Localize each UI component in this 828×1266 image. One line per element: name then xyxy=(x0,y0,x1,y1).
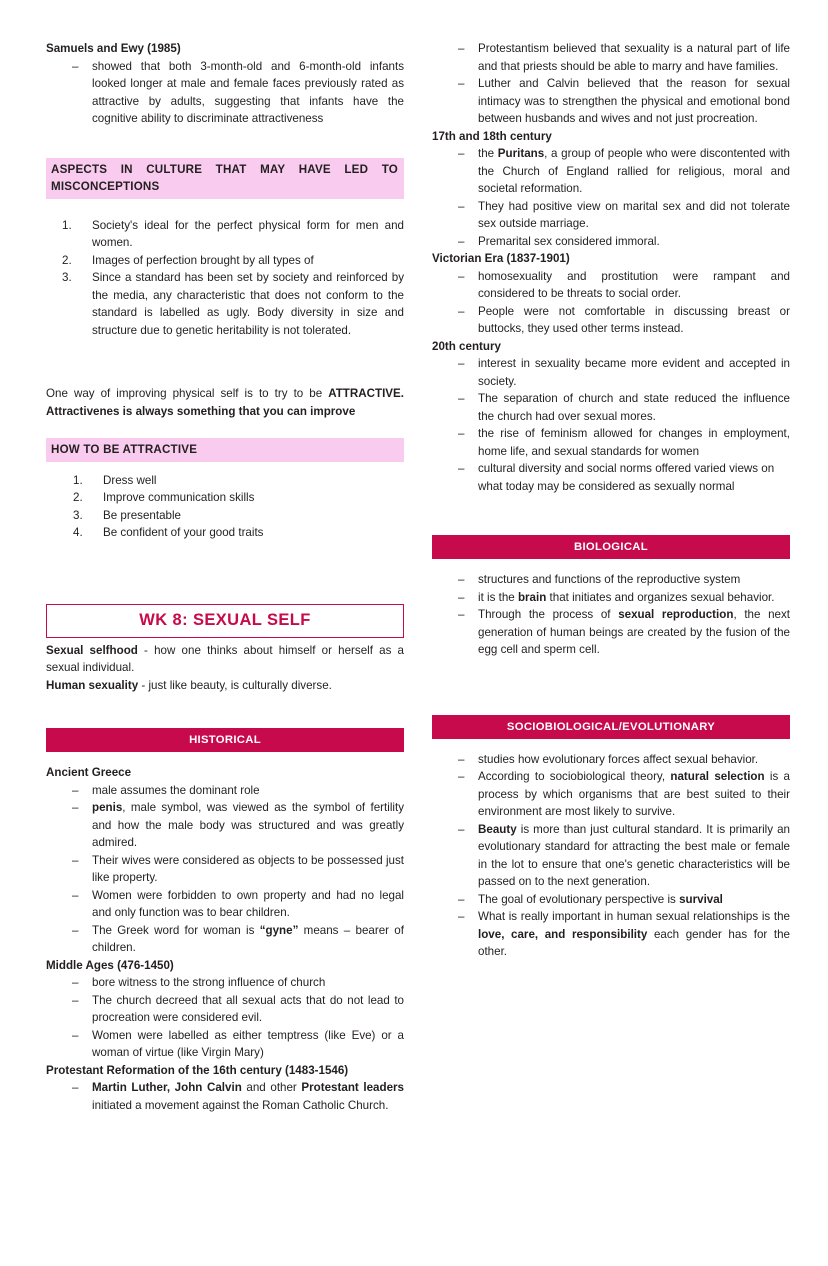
list-item: – Their wives were considered as objects to be possessed just like property. xyxy=(46,852,404,887)
list-item: – homosexuality and prostitution were rampant and considered to be threats to social order. xyxy=(432,268,790,303)
list-item: – male assumes the dominant role xyxy=(46,782,404,800)
list-item: – Protestantism believed that sexuality is a natural part of life and that priests should be able to marry and have families. xyxy=(432,40,790,75)
definition-item xyxy=(46,677,404,695)
list-item: – The church decreed that all sexual acts that do not lead to procreation were considered evil. xyxy=(46,992,404,1027)
list-item: – the rise of feminism allowed for changes in employment, home life, and sexual standards for women xyxy=(432,425,790,460)
protestant-reformation-heading: Protestant Reformation of the 16th century (1483-1546) xyxy=(46,1063,349,1077)
list-item: – interest in sexuality became more evident and accepted in society. xyxy=(432,355,790,390)
sociobiological-banner: SOCIOBIOLOGICAL/EVOLUTIONARY xyxy=(432,715,790,739)
list-item: – The Greek word for woman is “gyne” means – bearer of children. xyxy=(46,922,404,957)
ancient-greece-bullets xyxy=(46,782,404,957)
list-item: – Through the process of sexual reproduction, the next generation of human beings are created by the fusion of the egg cell and sperm cell. xyxy=(432,606,790,659)
list-item: – Luther and Calvin believed that the reason for sexual intimacy was to strengthen the physical and emotional bond between husbands and wives and not just procreation. xyxy=(432,75,790,128)
wk8-title: WK 8: SEXUAL SELF xyxy=(139,610,311,629)
list-item: – it is the brain that initiates and organizes sexual behavior. xyxy=(432,589,790,607)
century-17-18-bullets xyxy=(432,145,790,250)
attractive-note-bold: ATTRACTIVE. Attractivenes is always something that you can improve xyxy=(46,387,404,418)
list-item: – bore witness to the strong influence of church xyxy=(46,974,404,992)
list-item: Be presentable xyxy=(103,508,181,522)
century-20-heading: 20th century xyxy=(432,339,501,353)
samuels-heading: Samuels and Ewy (1985) xyxy=(46,42,181,55)
century-20-bullets xyxy=(432,355,790,495)
definition-text: - how one thinks about himself or herself as a sexual individual. xyxy=(46,643,404,674)
biological-bullets xyxy=(432,571,790,659)
definitions-block xyxy=(46,642,404,695)
list-item: – Martin Luther, John Calvin and other Protestant leaders initiated a movement against the Roman Catholic Church. xyxy=(46,1079,404,1114)
definition-term: Sexual selfhood xyxy=(46,643,138,657)
attractive-note xyxy=(46,385,404,420)
list-item: – Women were labelled as either temptress (like Eve) or a woman of virtue (like Virgin Mary) xyxy=(46,1027,404,1062)
list-item: – structures and functions of the reproductive system xyxy=(432,571,790,589)
list-item: – the Puritans, a group of people who were discontented with the Church of England rallied for religious, moral and societal reformation. xyxy=(432,145,790,198)
list-item: Society's ideal for the perfect physical form for men and women. xyxy=(92,218,404,249)
how-to-be-attractive-list xyxy=(46,472,404,542)
biological-banner: BIOLOGICAL xyxy=(432,535,790,559)
list-item: – cultural diversity and social norms offered varied views on what today may be considered as sexually normal xyxy=(432,460,790,495)
list-item: – Women were forbidden to own property and had no legal and only function was to bear children. xyxy=(46,887,404,922)
definition-text: - just like beauty, is culturally diverse. xyxy=(138,678,332,692)
aspects-list xyxy=(46,217,404,340)
sociobiological-bullets xyxy=(432,751,790,961)
samuels-bullet-list xyxy=(46,58,404,128)
list-item: – Premarital sex considered immoral. xyxy=(432,233,790,251)
left-column xyxy=(46,40,404,1256)
list-item: – The goal of evolutionary perspective is survival xyxy=(432,891,790,909)
protestant-reformation-bullets xyxy=(46,1079,404,1114)
how-to-be-attractive-banner: HOW TO BE ATTRACTIVE xyxy=(46,438,404,462)
century-17-18-heading: 17th and 18th century xyxy=(432,129,552,143)
list-item: Be confident of your good traits xyxy=(103,526,264,539)
list-item: – The separation of church and state reduced the influence the church had over sexual mores. xyxy=(432,390,790,425)
list-item: Images of perfection brought by all types of xyxy=(92,253,314,267)
list-item: – Beauty is more than just cultural standard. It is primarily an evolutionary standard for attracting the best male or female in the lot to ensure that one's genetic characteristics will be passed on to the next generation. xyxy=(432,821,790,891)
list-item: Since a standard has been set by society and reinforced by the media, any characteristic that does not conform to the standard is labelled as ugly. Body diversity in size and structure due to genetic heritability is not tolerated. xyxy=(92,271,404,337)
definition-term: Human sexuality xyxy=(46,678,139,692)
list-item: – According to sociobiological theory, natural selection is a process by which organisms that are best suited to their environment are most likely to survive. xyxy=(432,768,790,821)
list-item: – What is really important in human sexual relationships is the love, care, and responsibility each gender has for the other. xyxy=(432,908,790,961)
ancient-greece-heading: Ancient Greece xyxy=(46,766,132,779)
list-item: – They had positive view on marital sex and did not tolerate sex outside marriage. xyxy=(432,198,790,233)
aspects-banner: ASPECTS IN CULTURE THAT MAY HAVE LED TO MISCONCEPTIONS xyxy=(46,158,404,199)
reformation-continued-bullets xyxy=(432,40,790,128)
list-item: Dress well xyxy=(103,473,157,487)
wk8-title-box xyxy=(46,604,404,638)
victorian-era-heading: Victorian Era (1837-1901) xyxy=(432,252,570,265)
attractive-note-lead: One way of improving physical self is to try to be xyxy=(46,387,329,400)
middle-ages-bullets xyxy=(46,974,404,1062)
list-item: – showed that both 3-month-old and 6-month-old infants looked longer at male and female faces previously rated as attractive by adults, suggesting that infants have the cognitive ability to discriminate attractiveness xyxy=(46,58,404,128)
list-item: – penis, male symbol, was viewed as the symbol of fertility and how the male body was structured and was greatly admired. xyxy=(46,799,404,852)
list-item: – studies how evolutionary forces affect sexual behavior. xyxy=(432,751,790,769)
historical-banner: HISTORICAL xyxy=(46,728,404,752)
list-item: Improve communication skills xyxy=(103,491,255,504)
right-column xyxy=(432,40,790,1256)
list-item: – People were not comfortable in discussing breast or buttocks, they used other terms instead. xyxy=(432,303,790,338)
victorian-era-bullets xyxy=(432,268,790,338)
definition-item xyxy=(46,642,404,677)
middle-ages-heading: Middle Ages (476-1450) xyxy=(46,958,174,972)
